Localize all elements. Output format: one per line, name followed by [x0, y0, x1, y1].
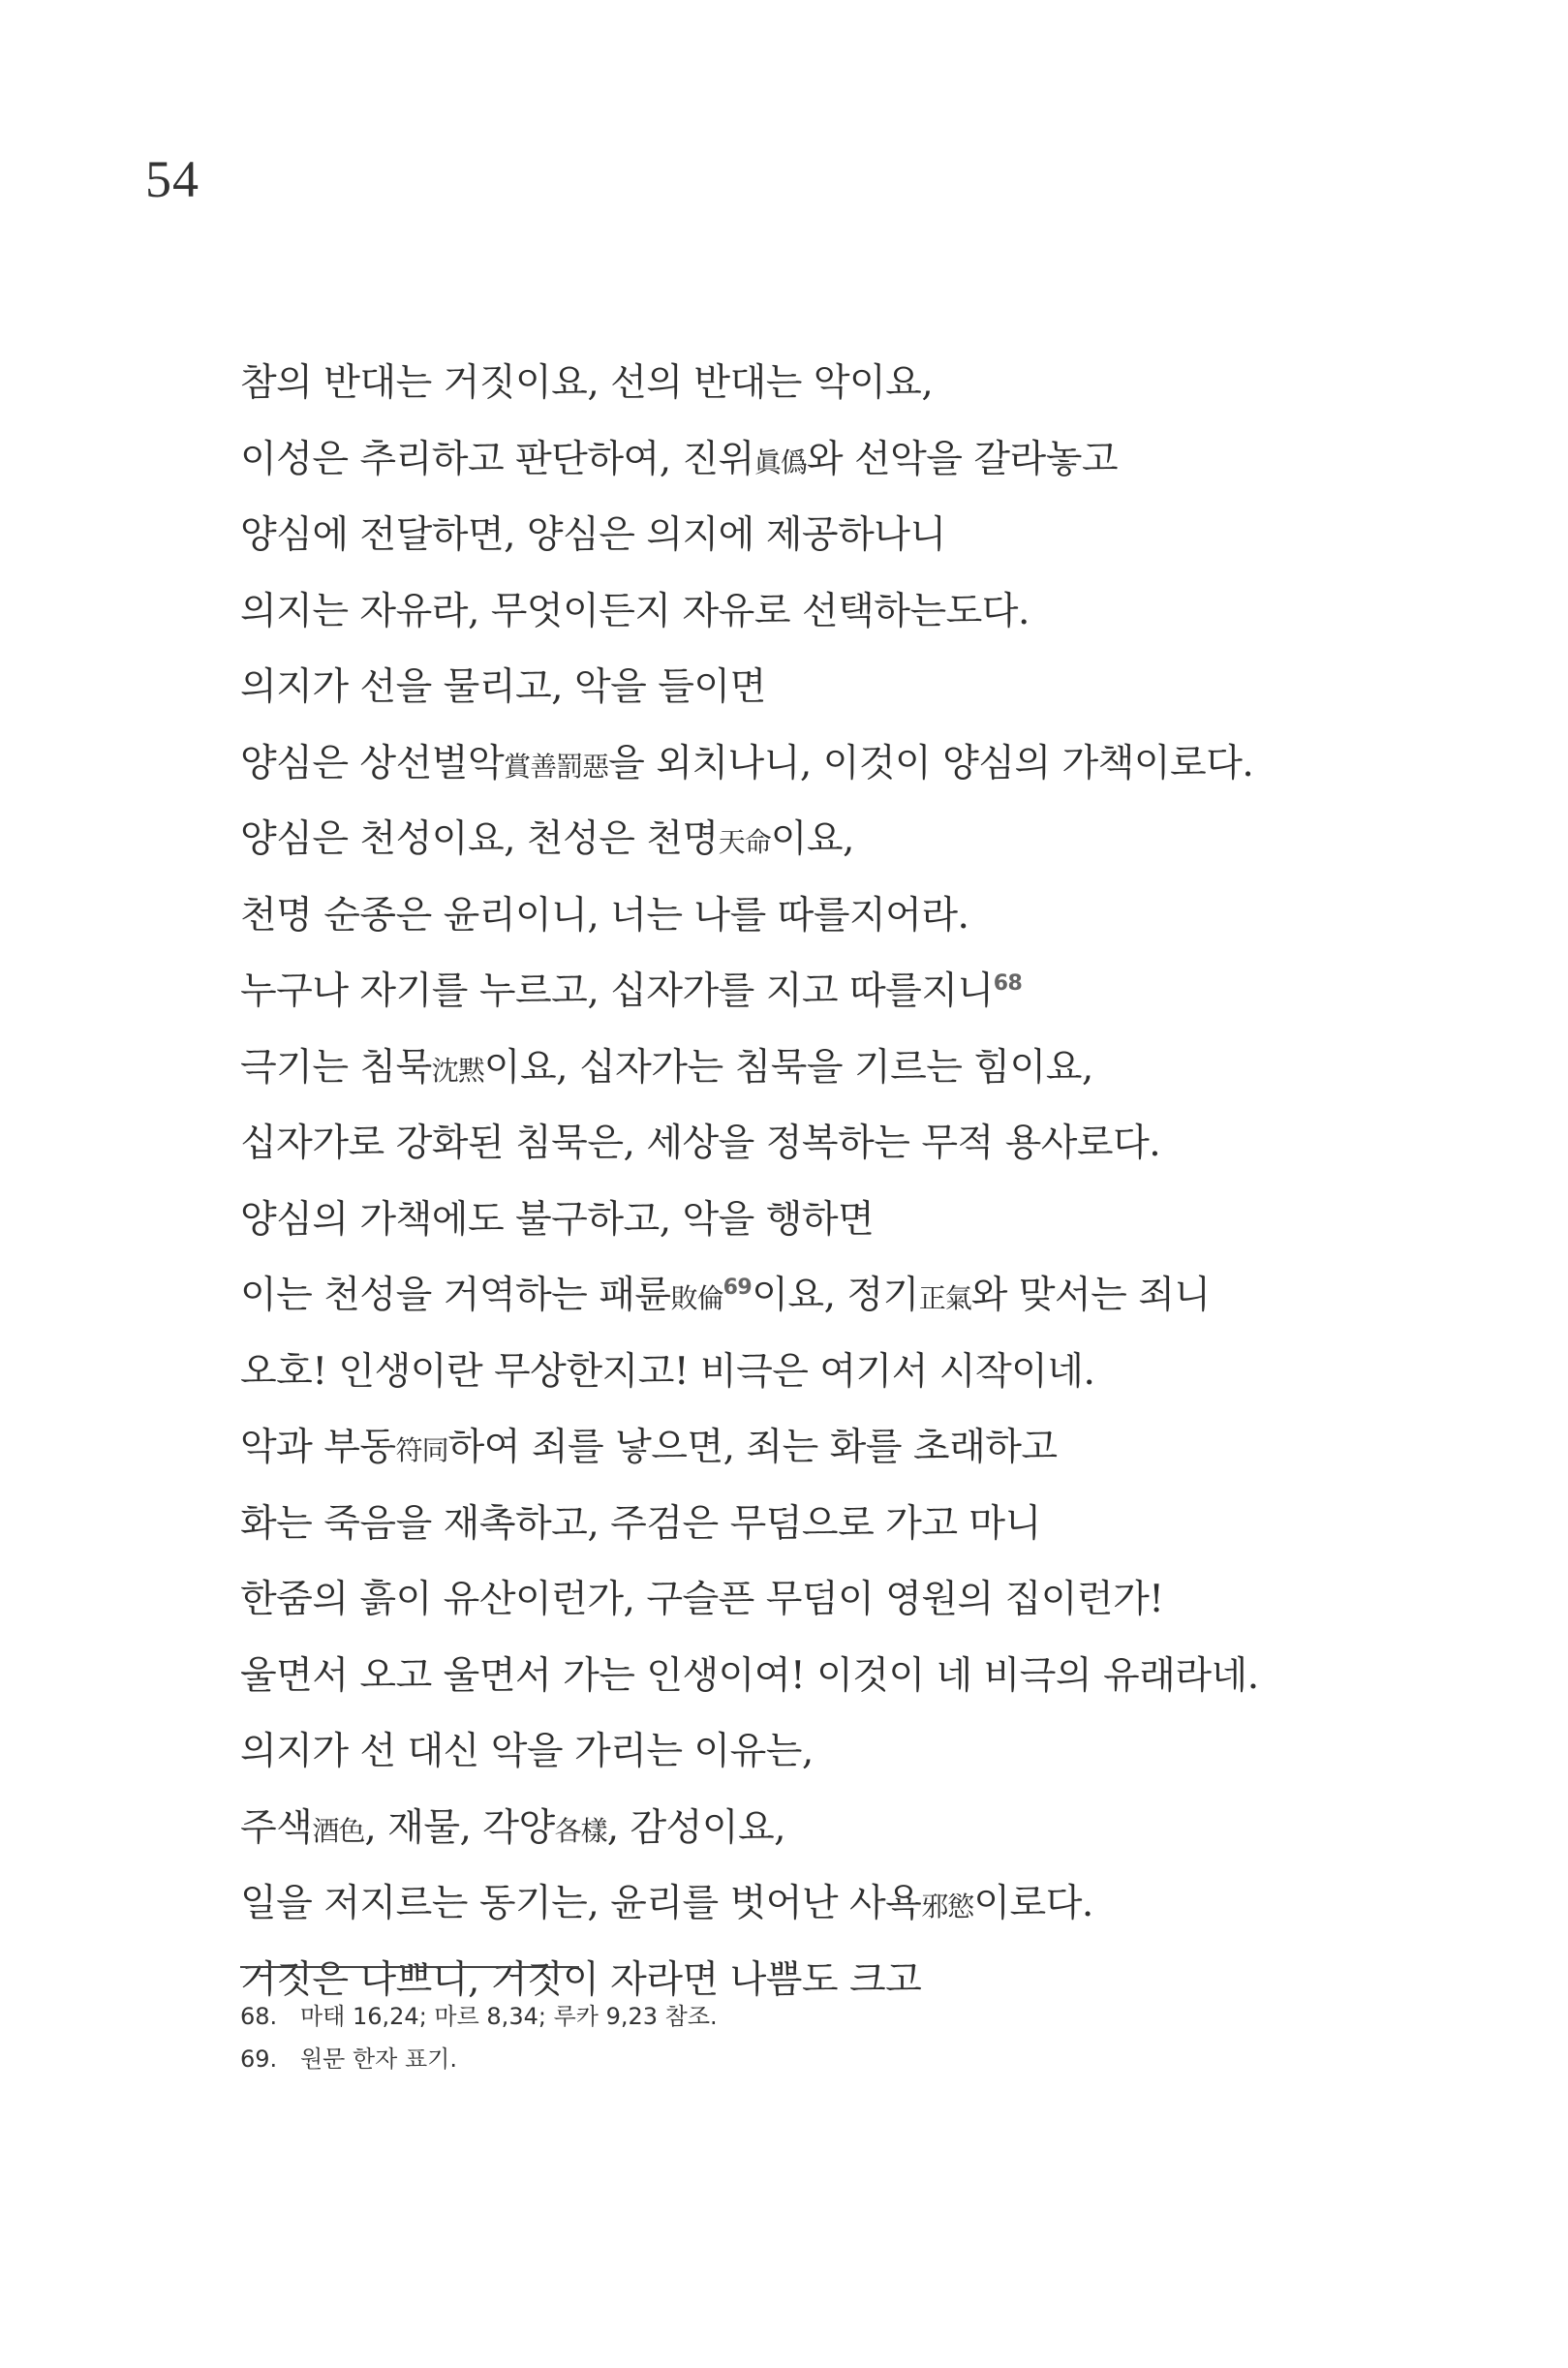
line-text: 한줌의 흙이 유산이런가, 구슬픈 무덤이 영원의 집이런가! [240, 1578, 1164, 1621]
poem-line [240, 1639, 1402, 1715]
poem-line [240, 1487, 1402, 1563]
line-text: , 감성이요, [606, 1805, 786, 1850]
poem-line [240, 1714, 1402, 1791]
footnote-reference: 69 [723, 1276, 753, 1300]
hanja-annotation: 沈黙 [431, 1054, 484, 1087]
line-text: 일을 저지르는 동기는, 윤리를 벗어난 사욕 [240, 1882, 922, 1925]
poem-body [240, 346, 1402, 2018]
line-text: 양심은 상선벌악 [240, 741, 505, 785]
line-text: 이는 천성을 거역하는 패륜 [240, 1274, 671, 1317]
poem-line [240, 650, 1402, 726]
poem-line [240, 1410, 1402, 1487]
line-text: 천명 순종은 윤리이니, 너는 나를 따를지어라. [240, 893, 969, 938]
line-text: 의지는 자유라, 무엇이든지 자유로 선택하는도다. [240, 589, 1030, 633]
line-text: 주색 [240, 1805, 313, 1850]
line-text: 이요, 정기 [752, 1274, 919, 1317]
line-text: 와 선악을 갈라놓고 [806, 437, 1119, 481]
hanja-annotation: 賞善罰惡 [504, 750, 609, 783]
footnote-number: 68. [240, 2003, 278, 2030]
poem-line [240, 1030, 1402, 1107]
line-text: 양심은 천성이요, 천성은 천명 [240, 817, 719, 861]
poem-line [240, 1106, 1402, 1183]
line-text: 하여 죄를 낳으면, 죄는 화를 초래하고 [447, 1426, 1058, 1469]
line-text: 이로다. [973, 1882, 1093, 1925]
footnote-number: 69. [240, 2045, 278, 2073]
footnote-reference: 68 [993, 971, 1023, 996]
line-text: 참의 반대는 거짓이요, 선의 반대는 악이요, [240, 361, 934, 405]
hanja-annotation: 天命 [718, 826, 771, 858]
footnote-text: 마태 16,24; 마르 8,34; 루카 9,23 참조. [300, 2003, 718, 2030]
line-text: 누구나 자기를 누르고, 십자가를 지고 따를지니 [240, 969, 994, 1013]
poem-line [240, 1183, 1402, 1259]
line-text: 이요, [770, 817, 854, 861]
line-text: 을 외치나니, 이것이 양심의 가책이로다. [608, 741, 1254, 785]
hanja-annotation: 符同 [395, 1434, 448, 1466]
line-text: 거짓은 나쁘니, 거짓이 자라면 나쁨도 크고 [240, 1957, 922, 2002]
footnote-item [240, 2038, 1402, 2080]
line-text: 양심에 전달하면, 양심은 의지에 제공하나니 [240, 513, 946, 557]
line-text: 이성은 추리하고 판단하여, 진위 [240, 437, 754, 481]
hanja-annotation: 眞僞 [753, 446, 807, 478]
poem-line [240, 346, 1402, 422]
line-text: 울면서 오고 울면서 가는 인생이여! 이것이 네 비극의 유래라네. [240, 1653, 1259, 1698]
line-text: 양심의 가책에도 불구하고, 악을 행하면 [240, 1197, 875, 1242]
poem-line [240, 1866, 1402, 1943]
line-text: 와 맞서는 죄니 [970, 1274, 1211, 1317]
poem-line [240, 954, 1402, 1030]
line-text: 의지가 선 대신 악을 가리는 이유는, [240, 1730, 814, 1773]
poem-line [240, 498, 1402, 574]
hanja-annotation: 各樣 [554, 1814, 607, 1847]
poem-line [240, 726, 1402, 803]
poem-line [240, 1258, 1402, 1335]
poem-line [240, 1335, 1402, 1411]
poem-line [240, 422, 1402, 499]
page-number: 54 [145, 150, 200, 208]
hanja-annotation: 正氣 [918, 1282, 971, 1314]
poem-line [240, 1791, 1402, 1867]
line-text: 오호! 인생이란 무상한지고! 비극은 여기서 시작이네. [240, 1349, 1095, 1394]
line-text: 이요, 십자가는 침묵을 기르는 힘이요, [483, 1045, 1093, 1090]
hanja-annotation: 酒色 [312, 1814, 365, 1847]
line-text: 화는 죽음을 재촉하고, 주검은 무덤으로 가고 마니 [240, 1501, 1041, 1546]
line-text: 극기는 침묵 [240, 1045, 432, 1090]
footnotes [240, 1995, 1402, 2080]
footnote-item [240, 1995, 1402, 2038]
hanja-annotation: 邪慾 [921, 1891, 974, 1922]
line-text: 십자가로 강화된 침묵은, 세상을 정복하는 무적 용사로다. [240, 1122, 1161, 1165]
poem-line [240, 1562, 1402, 1639]
poem-line [240, 574, 1402, 651]
line-text: , 재물, 각양 [364, 1805, 555, 1850]
hanja-annotation: 敗倫 [670, 1282, 723, 1314]
footnote-divider [240, 1966, 579, 1968]
line-text: 의지가 선을 물리고, 악을 들이면 [240, 665, 766, 709]
poem-line [240, 802, 1402, 878]
line-text: 악과 부동 [240, 1426, 396, 1469]
poem-line [240, 878, 1402, 955]
footnote-text: 원문 한자 표기. [300, 2045, 457, 2073]
